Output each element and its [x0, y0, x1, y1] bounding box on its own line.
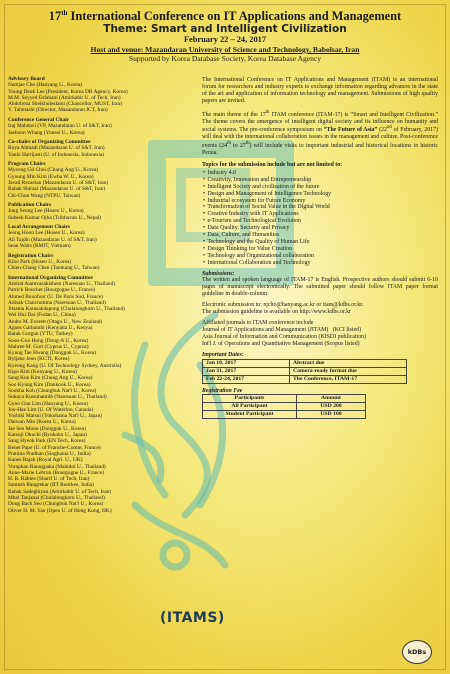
topic-item: • Creative Industry with IT Applications: [202, 211, 299, 218]
participant-cell: Student Participant: [203, 411, 297, 419]
committee-member: M.M. Seyyed Esfahani (Amirkabir U. of Tech, Iran): [8, 94, 121, 101]
topic-item: • Design Thinking for Value Creation: [202, 245, 293, 252]
fee-header-participants: Participants: [203, 395, 297, 403]
bullet-icon: •: [202, 218, 206, 225]
committee-member: Roya Ahmadi (Mazandaran U. of S&T, Iran): [8, 145, 105, 152]
date-cell: Feb 22-24, 2017: [203, 375, 290, 383]
registration-heading: Registration Fee: [202, 387, 243, 394]
committee-title: Registration Chairs: [8, 252, 54, 259]
fee-header-amount: Amount: [297, 395, 366, 403]
committee-member: Soo Kyung Kim (Dankook U., Korea): [8, 381, 91, 388]
participant-cell: All Participant: [203, 403, 297, 411]
bullet-icon: •: [202, 225, 206, 232]
committee-member: Mahree M. Guri (Cyprus U., Cyprus): [8, 343, 89, 350]
amount-cell: USD 200: [297, 403, 366, 411]
topic-item: • Data, Culture, and Humanities: [202, 232, 280, 239]
committee-member: Agnes Gathumbi (Kenyatta U., Kenya): [8, 325, 93, 331]
poster-header: [0, 6, 450, 63]
committee-member: Y. Tahmasbi (Director, Mazandaran ICT, Iran): [8, 107, 108, 114]
registration-fee-table: [202, 394, 366, 419]
committee-member: Daiwan Min (Korea U., Korea): [8, 419, 76, 426]
event-cell: Abstract due: [290, 359, 407, 367]
committee-member: Gyoung Min Kim (Ewha W. U., Korea): [8, 173, 94, 180]
date-row: [203, 367, 407, 375]
committee-member: Sookha Koh (Chungbuk Nat'l U., Korea): [8, 387, 97, 394]
committee-member: Baluk Gorgun (YTU, Turkey): [8, 331, 73, 338]
date-cell: Jan 10, 2017: [203, 359, 290, 367]
committee-member: Ali Tajdin (Mazandaran U. of S&T, Iran): [8, 236, 97, 243]
committee-member: Amirat Aiamvasakishem (Naresuan U., Thailand): [8, 280, 116, 287]
committee-member: Kipo Kim (Konyang U., Korea): [8, 369, 77, 376]
affiliated-journal: Asia Journal of Information and Communication (KISDI publication): [202, 333, 367, 340]
committee-title: Advisory Board: [8, 76, 45, 82]
event-cell: The Conference, ITAM-17: [290, 375, 407, 383]
committee-title: Conference General Chair: [8, 116, 69, 123]
committee-member: Dong Back Seo (Chungbuk Nat'l U., Korea): [8, 501, 104, 508]
topic-item: • Design and Management of Intelligence Technology: [202, 190, 332, 197]
theme-paragraph: The main theme of the 17th ITAM conference (ITAM-17) is “Smart and Intelligent Civilization.” The theme covers the emergence of intelligent digital society and its influence on humanity and social systems. The pre-conference symposium on “The Future of Asia” (22nd of February, 2017) will deal with the international collaboration issues in the management and culture. Post-conference events (24th to 27th) will include visits to important industrial and historical locations in historic Persia.: [202, 109, 439, 157]
topic-item: • Intelligent Society and civilization of the future: [202, 183, 320, 190]
fee-row: [203, 411, 366, 419]
bullet-icon: •: [202, 190, 206, 197]
bullet-icon: •: [202, 259, 206, 266]
bullet-icon: •: [202, 232, 206, 239]
conference-support: Supported by Korea Database Society, Korea Database Agency: [128, 54, 322, 64]
committee-member: Young Deok Lee (President, Korea DB Agency, Korea): [8, 88, 128, 95]
topic-item: • Technology and the Quality of Human Life: [202, 238, 310, 245]
committee-member: Benet Pape (U. of Franche-Comte, France): [8, 444, 101, 451]
submissions-text: The written and spoken language of ITAM-17 is English. Prospective authors should submit 6-10 pages of manuscript electronically. The submitted paper should follow ITAM paper format guideline in double-column.: [202, 277, 438, 298]
committee-member: Sukaya Kusumamith (Naresuan U., Thailand): [8, 394, 107, 401]
conference-theme: Theme: Smart and Intelligent Civilization: [103, 23, 347, 36]
topic-item: • e-Tourism and Technological Evolution: [202, 218, 301, 225]
committee-title: International Organizing Committee: [8, 274, 93, 281]
topic-item: • Industry 4.0: [202, 169, 236, 176]
committee-member: Myeong Gil Choi (Chung Ang U., Korea): [8, 167, 99, 174]
date-row: [203, 359, 407, 367]
bullet-icon: •: [202, 238, 206, 245]
committee-title: Program Chairs: [8, 161, 46, 168]
committee-member: Oliver H. M. Yau (Open U. of Hong Kong, HK): [8, 507, 112, 514]
committee-member: Pratima Pradhan (Singhania U., India): [8, 450, 91, 457]
committee-member: Babak Sadeghiyan (Amirkabir U. of Tech, Iran): [8, 488, 112, 495]
topics-list: [202, 170, 438, 267]
committee-member: Subesh Kumar Ojha (Tribhuvan U., Nepal): [8, 214, 102, 221]
affiliated-journal: Int'l J. of Operations and Quantitative Management (Scopus listed): [202, 340, 360, 347]
committee-member: Babak Shirazi (Mazandaran U. of S&T, Iran): [8, 186, 106, 193]
topic-item: • Industrial ecosystem for Future Economy: [202, 197, 306, 204]
topic-item: • Creativity, Innovation and Entrepreneurship: [202, 176, 312, 183]
bullet-icon: •: [202, 245, 206, 252]
committee-member: Yoshiki Matsui (Yokohama Nat'l U., Japan): [8, 413, 103, 420]
important-dates-heading: Important Dates:: [202, 351, 244, 358]
committee-member: Soon-Goo Hong (Dong-A U., Korea): [8, 337, 89, 344]
conference-venue: Host and venue: Mazandaran University of Science and Technology, Babolsar, Iran: [90, 45, 360, 55]
bullet-icon: •: [202, 183, 206, 190]
committee-member: Sang Kun Kim (Chung Ang U., Korea): [8, 375, 93, 382]
bullet-icon: •: [202, 197, 206, 204]
date-row: [203, 375, 407, 383]
committee-member: Chi-Chun Wang (NTPU, Taiwan): [8, 192, 81, 199]
bullet-icon: •: [202, 169, 206, 176]
submission-email[interactable]: Electronic submission to: njcho@hanyang.ac.kr or itam@kdbs.or.kr.: [202, 302, 364, 309]
committee-member: Yanki Hartijasti (U. of Indonesia, Indonesia): [8, 151, 105, 158]
committee-title: Publication Chairs: [8, 202, 52, 209]
main-content: [202, 77, 438, 419]
bullet-icon: •: [202, 252, 206, 259]
event-cell: Camera-ready format due: [290, 367, 407, 375]
committee-member: Katsuji Okuchi (Ryukoku U., Japan): [8, 432, 87, 439]
conference-dates: February 22 – 24, 2017: [183, 35, 267, 45]
amount-cell: USD 100: [297, 411, 366, 419]
topic-item: • Transformation of Social Value in the Digital World: [202, 204, 330, 211]
committee-member: Joo-Hae Lim (U. Of Waterloo, Canada): [8, 406, 94, 413]
committee-member: Wei Hui Dai (Fudan U., China): [8, 312, 76, 319]
kdbs-logo: kDBs: [402, 640, 432, 664]
committee-member: Patrick Bouchet (Bourgogne U., France): [8, 287, 96, 294]
topics-heading: Topics for the submission include but are not limited to:: [202, 161, 343, 168]
committee-member: Jae Seo Moon (Dongguk U., Korea): [8, 425, 86, 432]
submissions-heading: Submissions:: [202, 270, 235, 277]
conference-title: 17th International Conference on IT Applications and Management: [48, 9, 402, 24]
committee-member: Gyoo Gun Lim (Hanyang U., Korea): [8, 400, 88, 407]
bullet-icon: •: [202, 204, 206, 211]
bullet-icon: •: [202, 176, 206, 183]
committee-member: Jung Seung Lee (Hoseo U., Korea): [8, 208, 84, 215]
itams-mark: (ITAMS): [160, 610, 225, 626]
committee-member: Mhel Tanjanai (Chulalongkorn U., Thailand): [8, 495, 105, 502]
bullet-icon: •: [202, 211, 206, 218]
committee-member: Voraphan Raungpaka (Mahidol U., Thailand): [8, 463, 106, 470]
committee-member: Kyeong Kang (U. Of Technology Sydney, Australia): [8, 362, 122, 369]
topic-item: • Technology and Organizational collaboration: [202, 252, 314, 259]
committee-member: Javad Rezaeian (Mazandaran U. of S&T, Iran): [8, 180, 109, 187]
committee-member: Kanes Rajah (Royal Agri. U., UK): [8, 457, 83, 464]
committee-member: Santosh Rangrekar (IIT Roorkee, India): [8, 482, 94, 489]
committee-member: Iraj Mahdavi (VP, Mazandaran U. of S&T, Iran): [8, 123, 112, 130]
affiliated-heading: Affiliated journals to ITAM conference include: [202, 320, 314, 326]
topic-item: • International Collaboration and Technology: [202, 259, 311, 266]
committee-member: Adisak Chaichutima (Naresuan U., Thailand): [8, 299, 106, 306]
committee-member: Anne-Marie Lebrun (Bourgogne U., France): [8, 469, 105, 476]
committee-member: Ahmed Bounfour (U. De Paris Sud, France): [8, 293, 103, 300]
affiliated-journal: Journal of IT Applications and Management (JITAM) (KCI listed): [202, 326, 362, 333]
committee-title: Co-chairs of Organizing Committee: [8, 139, 91, 146]
committee-member: Sang Hyeok Park (EN Tech, Korea): [8, 438, 86, 445]
committee-member: Abdolreza Sheikholeslami (Chancellor, MUST, Iran): [8, 101, 123, 108]
committee-member: Jaehoon Whang (Yonsei U., Korea): [8, 129, 85, 136]
committee-member: Jeong Hoon Lee (Hoseo U., Korea): [8, 230, 85, 237]
committee-member: Byljane Jeon (KCTI, Korea): [8, 356, 70, 363]
fee-row: [203, 403, 366, 411]
date-cell: Jan 31, 2017: [203, 367, 290, 375]
committee-member: Jitsama Karusakdapong (Chulalongkorn U., Thailand): [8, 306, 125, 313]
committee-member: Chien-Chang Chen (Tamkang U., Taiwan): [8, 265, 100, 272]
committee-list: [8, 76, 158, 514]
affiliated-list: [202, 327, 438, 348]
committee-member: Andre M. Everett (Otago U., New Zealand): [8, 318, 103, 325]
committee-member: Namjae Cho (Hanyang U., Korea): [8, 82, 82, 89]
submission-guideline[interactable]: The submission guideline is available on http://www.kdbs.or.kr: [202, 309, 351, 316]
topic-item: • Data Quality, Security and Privacy: [202, 225, 290, 232]
committee-member: Kiho Park (Hoseo U., Korea): [8, 258, 72, 265]
intro-paragraph: The International Conference on IT Applications and Management (ITAM) is an international forum for researchers and industry experts to exchange information regarding advances in the state of the art and application of information technology and management. Submissions of high quality papers are invited.: [202, 77, 438, 104]
committee-member: Sean Watts (RMIT, Vietnam): [8, 243, 71, 250]
important-dates-table: [202, 359, 407, 384]
committee-member: Kyung Tae Hwang (Dongguk U., Korea): [8, 350, 96, 357]
committee-member: H. R. Rabiee (Sharif U. of Tech, Iran): [8, 476, 90, 483]
committee-title: Local Arrangement Chairs: [8, 224, 70, 231]
